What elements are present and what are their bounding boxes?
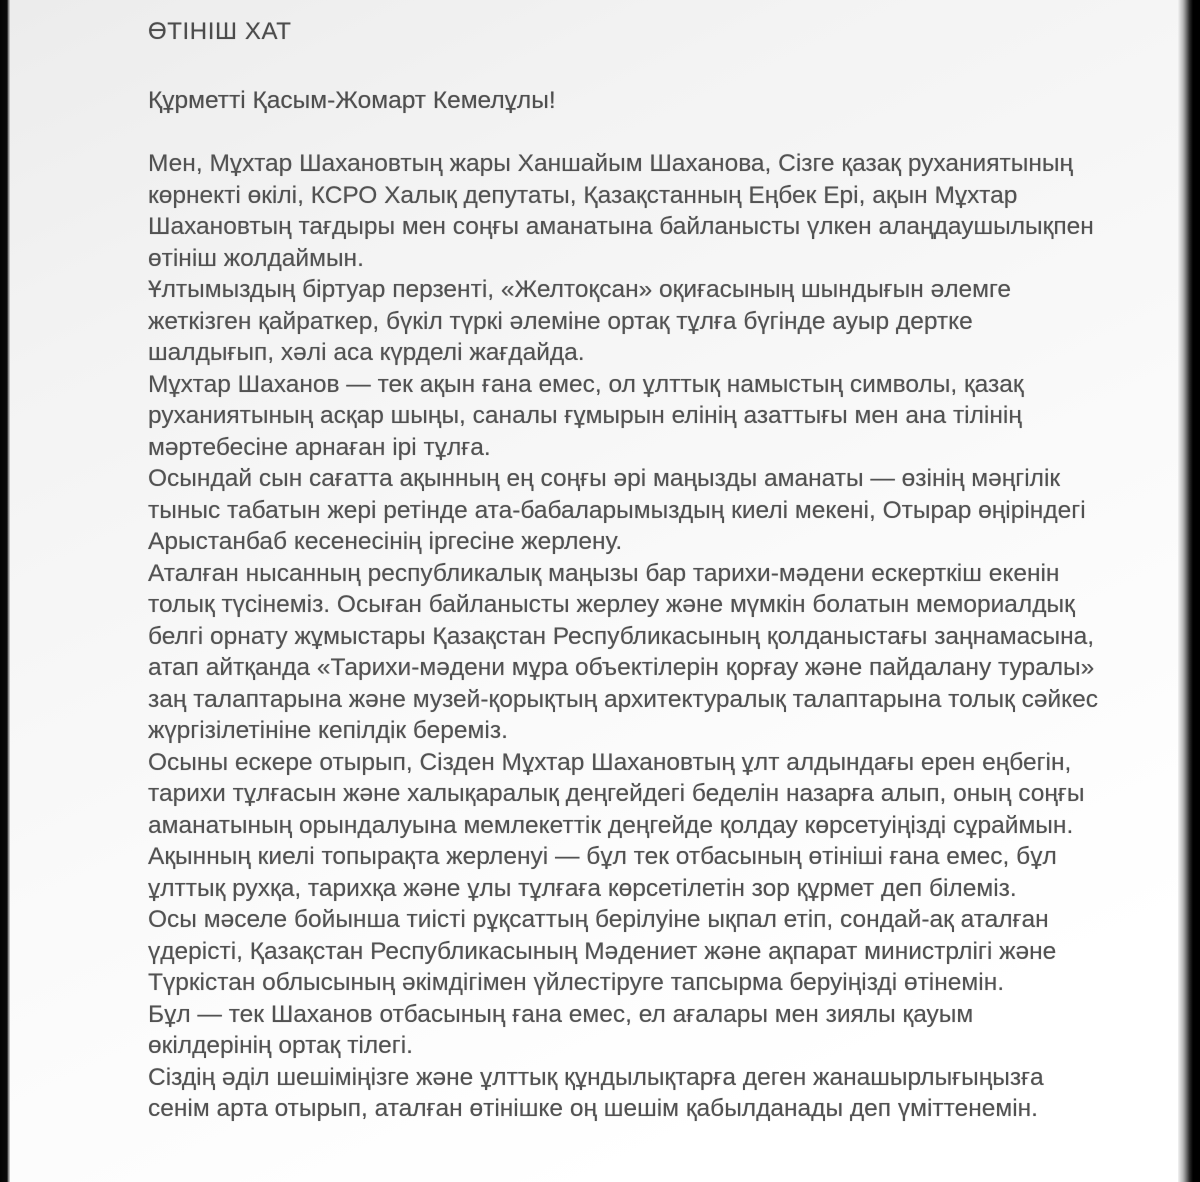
- letter-paragraph: Ақынның киелі топырақта жерленуі — бұл тек отбасының өтініші ғана емес, бұл ұлттық рухқа, тарихқа және ұлы тұлғаға көрсетілетін зор құрмет деп білеміз.: [148, 843, 1057, 902]
- photo-right-black-edge: [1178, 0, 1200, 1182]
- letter-paragraph: Осы мәселе бойынша тиісті рұқсаттың берілуіне ықпал етіп, сондай-ақ аталған үдерісті, Қазақстан Республикасының Мәдениет және ақпарат министрлігі және Түркістан облысының әкімдігімен үйлестіруге тапсырма беруіңізді өтінемін.: [148, 906, 1057, 996]
- letter-paragraph: Аталған нысанның республикалық маңызы бар тарихи-мәдени ескерткіш екенін толық түсінеміз. Осыған байланысты жерлеу және мүмкін болатын мемориалдық белгі орнату жұмыстары Қазақстан Республикасының қолданыстағы заңнамасына, атап айтқанда «Тарихи-мәдени мұра объектілерін қорғау және пайдалану туралы» заң талаптарына және музей-қорықтың архитектуралық талаптарына толық сәйкес жүргізілетініне кепілдік береміз.: [148, 559, 1099, 744]
- letter-page: [10, 0, 1178, 1182]
- letter-paragraph: Сіздің әділ шешіміңізге және ұлттық құндылықтарға деген жанашырлығыңызға сенім арта отырып, аталған өтінішке оң шешім қабылданады деп үміттенемін.: [148, 1063, 1044, 1122]
- letter-body: [148, 148, 1100, 1125]
- letter-paragraph: Ұлтымыздың біртуар перзенті, «Желтоқсан» оқиғасының шындығын әлемге жеткізген қайраткер, бүкіл түркі әлеміне ортақ тұлға бүгінде ауыр дертке шалдығып, хәлі аса күрделі жағдайда.: [148, 276, 1011, 366]
- letter-paragraph: Мұхтар Шаханов — тек ақын ғана емес, ол ұлттық намыстың символы, қазақ руханиятының асқар шыңы, саналы ғұмырын елінің азаттығы мен ана тілінің мәртебесіне арнаған ірі тұлға.: [148, 370, 1024, 461]
- photo-left-black-edge: [0, 0, 10, 1182]
- letter-greeting: Құрметті Қасым-Жомарт Кемелұлы!: [148, 87, 556, 114]
- letter-paragraph: Бұл — тек Шаханов отбасының ғана емес, ел ағалары мен зиялы қауым өкілдерінің ортақ тілегі.: [148, 1000, 974, 1059]
- letter-paragraph: Мен, Мұхтар Шахановтың жары Ханшайым Шаханова, Сізге қазақ руханиятының көрнекті өкілі, КСРО Халық депутаты, Қазақстанның Еңбек Ері, ақын Мұхтар Шахановтың тағдыры мен соңғы аманатына байланысты үлкен алаңдаушылықпен өтініш жолдаймын.: [148, 150, 1094, 272]
- letter-title: ӨТІНІШ ХАТ: [148, 18, 292, 45]
- letter-paragraph: Осыны ескере отырып, Сізден Мұхтар Шахановтың ұлт алдындағы ерен еңбегін, тарихи тұлғасын және халықаралық деңгейдегі беделін назарға алып, оның соңғы аманатының орындалуына мемлекеттік деңгейде қолдау көрсетуіңізді сұраймын.: [148, 748, 1085, 839]
- letter-paragraph: Осындай сын сағатта ақынның ең соңғы әрі маңызды аманаты — өзінің мәңгілік тыныс табатын жері ретінде ата-бабаларымыздың киелі мекені, Отырар өңіріндегі Арыстанбаб кесенесінің іргесіне жерлену.: [148, 465, 1086, 555]
